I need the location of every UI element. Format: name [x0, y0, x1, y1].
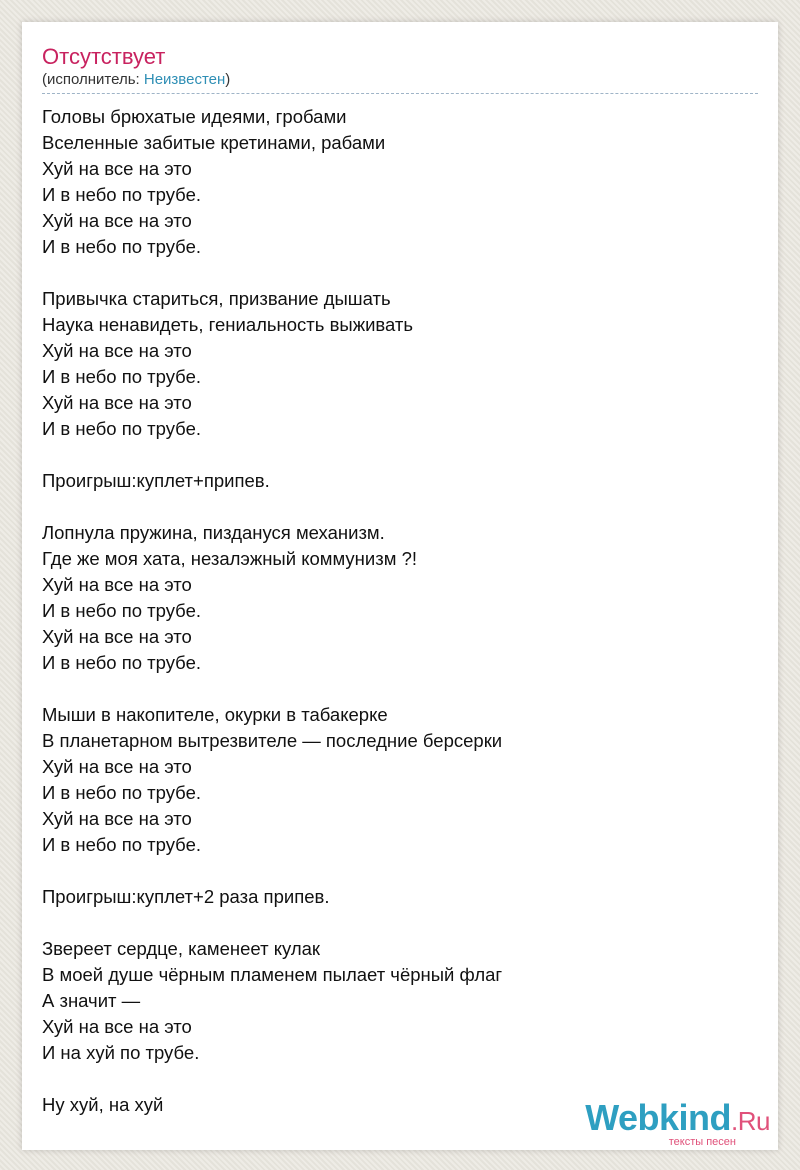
lyric-line: Наука ненавидеть, гениальность выживать	[42, 314, 414, 335]
stanza-gap	[42, 676, 742, 702]
lyric-line: Хуй на все на это	[42, 574, 192, 595]
lyric-line: Ну хуй, на хуй	[42, 1094, 164, 1115]
logo-domain: .Ru	[731, 1106, 770, 1136]
stanza-gap	[42, 910, 742, 936]
lyric-line: Хуй на все на это	[42, 756, 192, 777]
lyric-line: И в небо по трубе.	[42, 236, 202, 257]
stanza-gap	[42, 494, 742, 520]
lyric-line: А значит —	[42, 990, 141, 1011]
site-logo[interactable]	[570, 1097, 770, 1148]
lyric-line: Хуй на все на это	[42, 626, 192, 647]
logo-tagline: тексты песен	[668, 1136, 736, 1148]
lyric-line: Проигрыш:куплет+2 раза припев.	[42, 886, 330, 907]
lyrics-card	[22, 22, 778, 1150]
lyrics-text	[42, 104, 742, 1118]
artist-suffix: )	[225, 71, 231, 88]
artist-prefix: (исполнитель:	[42, 71, 144, 88]
song-title: Отсутствует	[42, 44, 166, 69]
stanza-gap	[42, 260, 742, 286]
lyric-line: И в небо по трубе.	[42, 782, 202, 803]
lyric-line: И в небо по трубе.	[42, 184, 202, 205]
lyric-line: И в небо по трубе.	[42, 652, 202, 673]
stanza-gap	[42, 1066, 742, 1092]
stanza-gap	[42, 442, 742, 468]
lyric-line: Головы брюхатые идеями, гробами	[42, 106, 347, 127]
lyric-line: Хуй на все на это	[42, 392, 192, 413]
logo-wordmark: Webkind	[585, 1097, 732, 1138]
lyric-line: Лопнула пружина, пиздануся механизм.	[42, 522, 385, 543]
lyric-line: И в небо по трубе.	[42, 366, 202, 387]
song-header	[42, 44, 758, 94]
lyric-line: И на хуй по трубе.	[42, 1042, 200, 1063]
lyric-line: Звереет сердце, каменеет кулак	[42, 938, 321, 959]
lyric-line: Вселенные забитые кретинами, рабами	[42, 132, 386, 153]
lyric-line: Мыши в накопителе, окурки в табакерке	[42, 704, 388, 725]
lyric-line: Где же моя хата, незалэжный коммунизм ?!	[42, 548, 418, 569]
lyric-line: Хуй на все на это	[42, 158, 192, 179]
lyric-line: И в небо по трубе.	[42, 834, 202, 855]
lyric-line: Хуй на все на это	[42, 1016, 192, 1037]
lyric-line: Хуй на все на это	[42, 808, 192, 829]
lyric-line: В планетарном вытрезвителе — последние берсерки	[42, 730, 503, 751]
lyric-line: В моей душе чёрным пламенем пылает чёрный флаг	[42, 964, 503, 985]
artist-link[interactable]: Неизвестен	[143, 71, 226, 88]
lyric-line: И в небо по трубе.	[42, 600, 202, 621]
lyric-line: Привычка стариться, призвание дышать	[42, 288, 391, 309]
lyric-line: Хуй на все на это	[42, 210, 192, 231]
stanza-gap	[42, 858, 742, 884]
lyric-line: Проигрыш:куплет+припев.	[42, 470, 270, 491]
song-artist-line	[42, 70, 758, 90]
lyric-line: И в небо по трубе.	[42, 418, 202, 439]
lyric-line: Хуй на все на это	[42, 340, 192, 361]
